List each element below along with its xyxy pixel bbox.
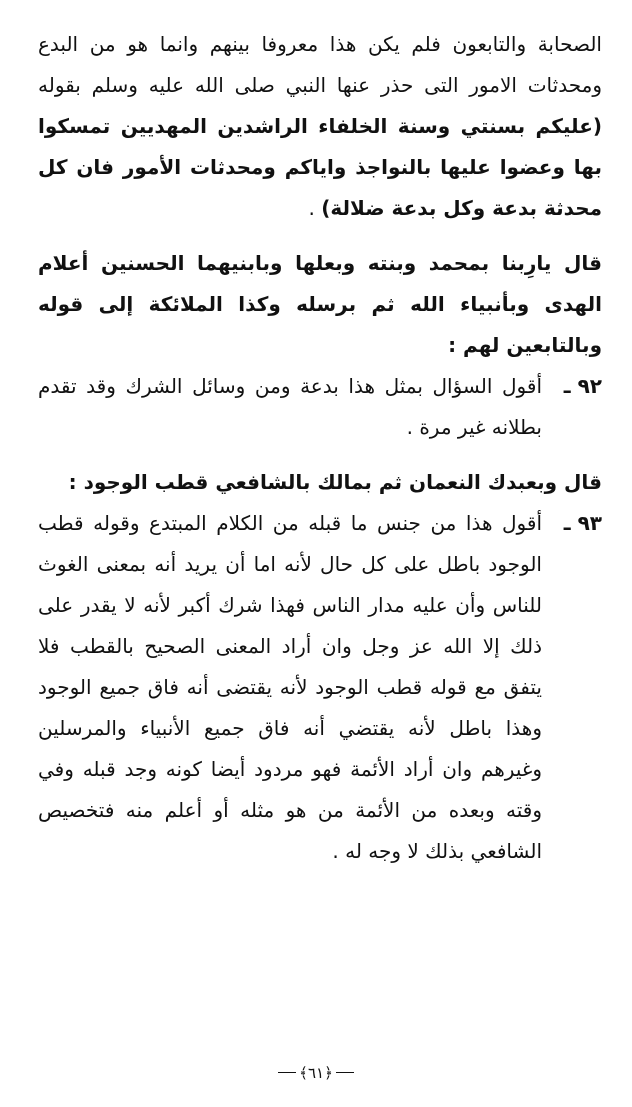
intro-tail: . <box>308 196 322 220</box>
hadith-quote: (عليكم بسنتي وسنة الخلفاء الراشدين المهديين تمسكوا بها وعضوا عليها بالنواجذ واياكم ومحدثات الأمور فان كل محدثة بدعة وكل بدعة ضلالة) <box>38 114 602 220</box>
comment-text-93: أقول هذا من جنس ما قبله من الكلام المبتدع وقوله قطب الوجود باطل على كل حال لأنه اما أن يريد أنه بمعنى الغوث للناس وأن عليه مدار الناس فهذا شرك أكبر لأنه لا يقدر على ذلك إلا الله عز وجل وان أراد المعنى الصحيح بالقطب فلا يتفق مع قوله قطب الوجود لأنه يقتضى أنه فاق جميع الوجود وهذا باطل لأنه يقتضي أنه فاق جميع الأنبياء والمرسلين وغيرهم وان أراد الأئمة فهو مردود أيضا كونه وجد قبله وفي وقته وبعده من الأئمة من هو مثله أو أعلم منه فتخصيص الشافعي بذلك لا وجه له . <box>38 511 542 863</box>
paragraph-intro <box>38 24 602 229</box>
numbered-comment-93 <box>38 503 602 872</box>
verse-quote-2: قال وبعبدك النعمان ثم بمالك بالشافعي قطب الوجود : <box>68 470 602 494</box>
comment-text-92: أقول السؤال بمثل هذا بدعة ومن وسائل الشرك وقد تقدم بطلانه غير مرة . <box>38 374 542 439</box>
page-body <box>38 24 602 872</box>
item-number-93: ٩٣ ـ <box>563 511 602 535</box>
footer-rule-right <box>336 1072 354 1073</box>
verse-quote-1: قال يارِبنا بمحمد وبنته وبعلها وبابنيهما الحسنين أعلام الهدى وبأنبياء الله ثم برسله وكذا الملائكة إلى قوله وبالتابعين لهم : <box>38 251 602 357</box>
page-number-value: ٦١ <box>307 1063 325 1082</box>
intro-plain-text: الصحابة والتابعون فلم يكن هذا معروفا بينهم وانما هو من البدع ومحدثات الامور التى حذر عنها النبي صلى الله عليه وسلم بقوله <box>38 32 602 97</box>
footer-rule-left <box>278 1072 296 1073</box>
page-number: ﴿٦١﴾ <box>299 1063 333 1082</box>
page-footer <box>0 1062 632 1083</box>
numbered-comment-92 <box>38 366 602 448</box>
item-number-92: ٩٢ ـ <box>563 374 602 398</box>
